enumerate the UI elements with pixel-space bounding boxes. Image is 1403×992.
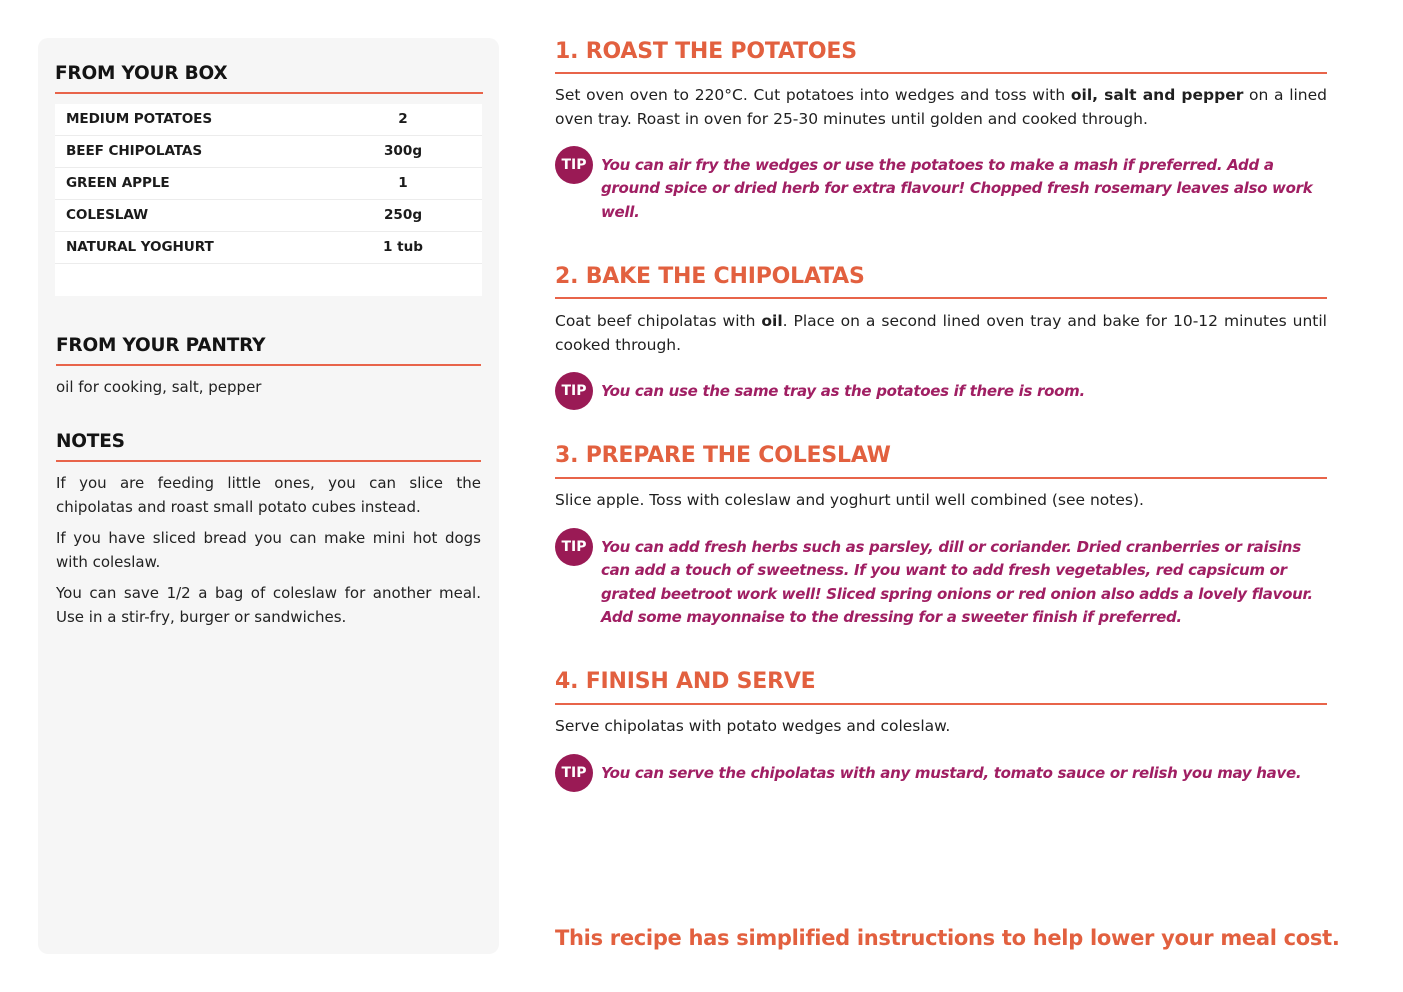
step-4-instructions	[555, 715, 1327, 739]
step-1-instructions	[555, 84, 1327, 131]
tip-badge-icon: TIP	[555, 372, 593, 410]
tip-badge-icon: TIP	[555, 754, 593, 792]
note-paragraph: If you are feeding little ones, you can slice the chipolatas and roast small potato cubes instead.	[56, 474, 481, 516]
table-row	[55, 232, 482, 264]
step-text-part: . Place on a second lined oven tray and bake for 10-12 minutes until cooked through.	[555, 312, 1327, 354]
ingredient-name: COLESLAW	[66, 207, 149, 223]
tip-badge-icon: TIP	[555, 528, 593, 566]
note-paragraph: You can save 1/2 a bag of coleslaw for another meal. Use in a stir-fry, burger or sandwiches.	[56, 584, 481, 626]
simplified-recipe-note: This recipe has simplified instructions to help lower your meal cost.	[555, 926, 1340, 950]
notes-heading-rule	[56, 460, 481, 462]
tip-badge-icon: TIP	[555, 146, 593, 184]
step-2-title: 2. BAKE THE CHIPOLATAS	[555, 264, 865, 289]
step-1-tip: You can air fry the wedges or use the potatoes to make a mash if preferred. Add a ground spice or dried herb for extra flavour! Chopped fresh rosemary leaves also work well.	[601, 156, 1313, 221]
step-1-rule	[555, 72, 1327, 74]
step-text-part: Set oven oven to 220°C. Cut potatoes into wedges and toss with	[555, 86, 1071, 104]
step-text-bold: oil, salt and pepper	[1070, 86, 1244, 104]
step-2-tip: You can use the same tray as the potatoes if there is room.	[601, 382, 1085, 400]
step-text-part: on a lined oven tray. Roast in oven for 25-30 minutes until golden and cooked through.	[555, 86, 1328, 128]
step-4-rule	[555, 703, 1327, 705]
ingredient-qty: 300g	[383, 143, 423, 159]
ingredient-qty: 2	[398, 111, 408, 127]
step-3-rule	[555, 477, 1327, 479]
ingredient-name: GREEN APPLE	[66, 175, 170, 191]
ingredient-name: BEEF CHIPOLATAS	[66, 143, 203, 159]
ingredient-name: NATURAL YOGHURT	[66, 239, 214, 255]
table-row	[55, 104, 482, 136]
ingredient-qty: 250g	[383, 207, 423, 223]
step-2-instructions	[555, 310, 1327, 357]
step-4-title: 4. FINISH AND SERVE	[555, 669, 816, 694]
step-text-part: Coat beef chipolatas with	[555, 312, 762, 330]
pantry-heading-rule	[56, 364, 481, 366]
pantry-items: oil for cooking, salt, pepper	[56, 378, 262, 396]
step-text-part: Serve chipolatas with potato wedges and coleslaw.	[555, 717, 951, 735]
step-3-tip: You can add fresh herbs such as parsley, dill or coriander. Dried cranberries or raisins can add a touch of sweetness. If you want to add fresh vegetables, red capsicum or grated beetroot work well! Sliced spring onions or red onion also adds a lovely flavour. Add some mayonnaise to the dressing for a sweeter finish if preferred.	[601, 538, 1313, 626]
step-3-title: 3. PREPARE THE COLESLAW	[555, 443, 891, 468]
note-paragraph: If you have sliced bread you can make mini hot dogs with coleslaw.	[56, 529, 481, 571]
step-2-rule	[555, 297, 1327, 299]
table-row	[55, 136, 482, 168]
table-row	[55, 168, 482, 200]
box-ingredients-table	[55, 104, 482, 296]
step-text-bold: oil	[761, 312, 783, 330]
pantry-heading: FROM YOUR PANTRY	[56, 335, 266, 356]
ingredient-name: MEDIUM POTATOES	[66, 111, 213, 127]
notes-heading: NOTES	[56, 431, 125, 452]
step-1-title: 1. ROAST THE POTATOES	[555, 39, 857, 64]
ingredient-qty: 1 tub	[382, 239, 424, 255]
ingredient-qty: 1	[398, 175, 408, 191]
step-3-instructions	[555, 489, 1327, 513]
box-heading: FROM YOUR BOX	[55, 63, 228, 84]
table-row	[55, 200, 482, 232]
step-4-tip: You can serve the chipolatas with any mustard, tomato sauce or relish you may have.	[601, 764, 1302, 782]
step-text-part: Slice apple. Toss with coleslaw and yoghurt until well combined (see notes).	[555, 491, 1144, 509]
box-heading-rule	[55, 92, 483, 94]
